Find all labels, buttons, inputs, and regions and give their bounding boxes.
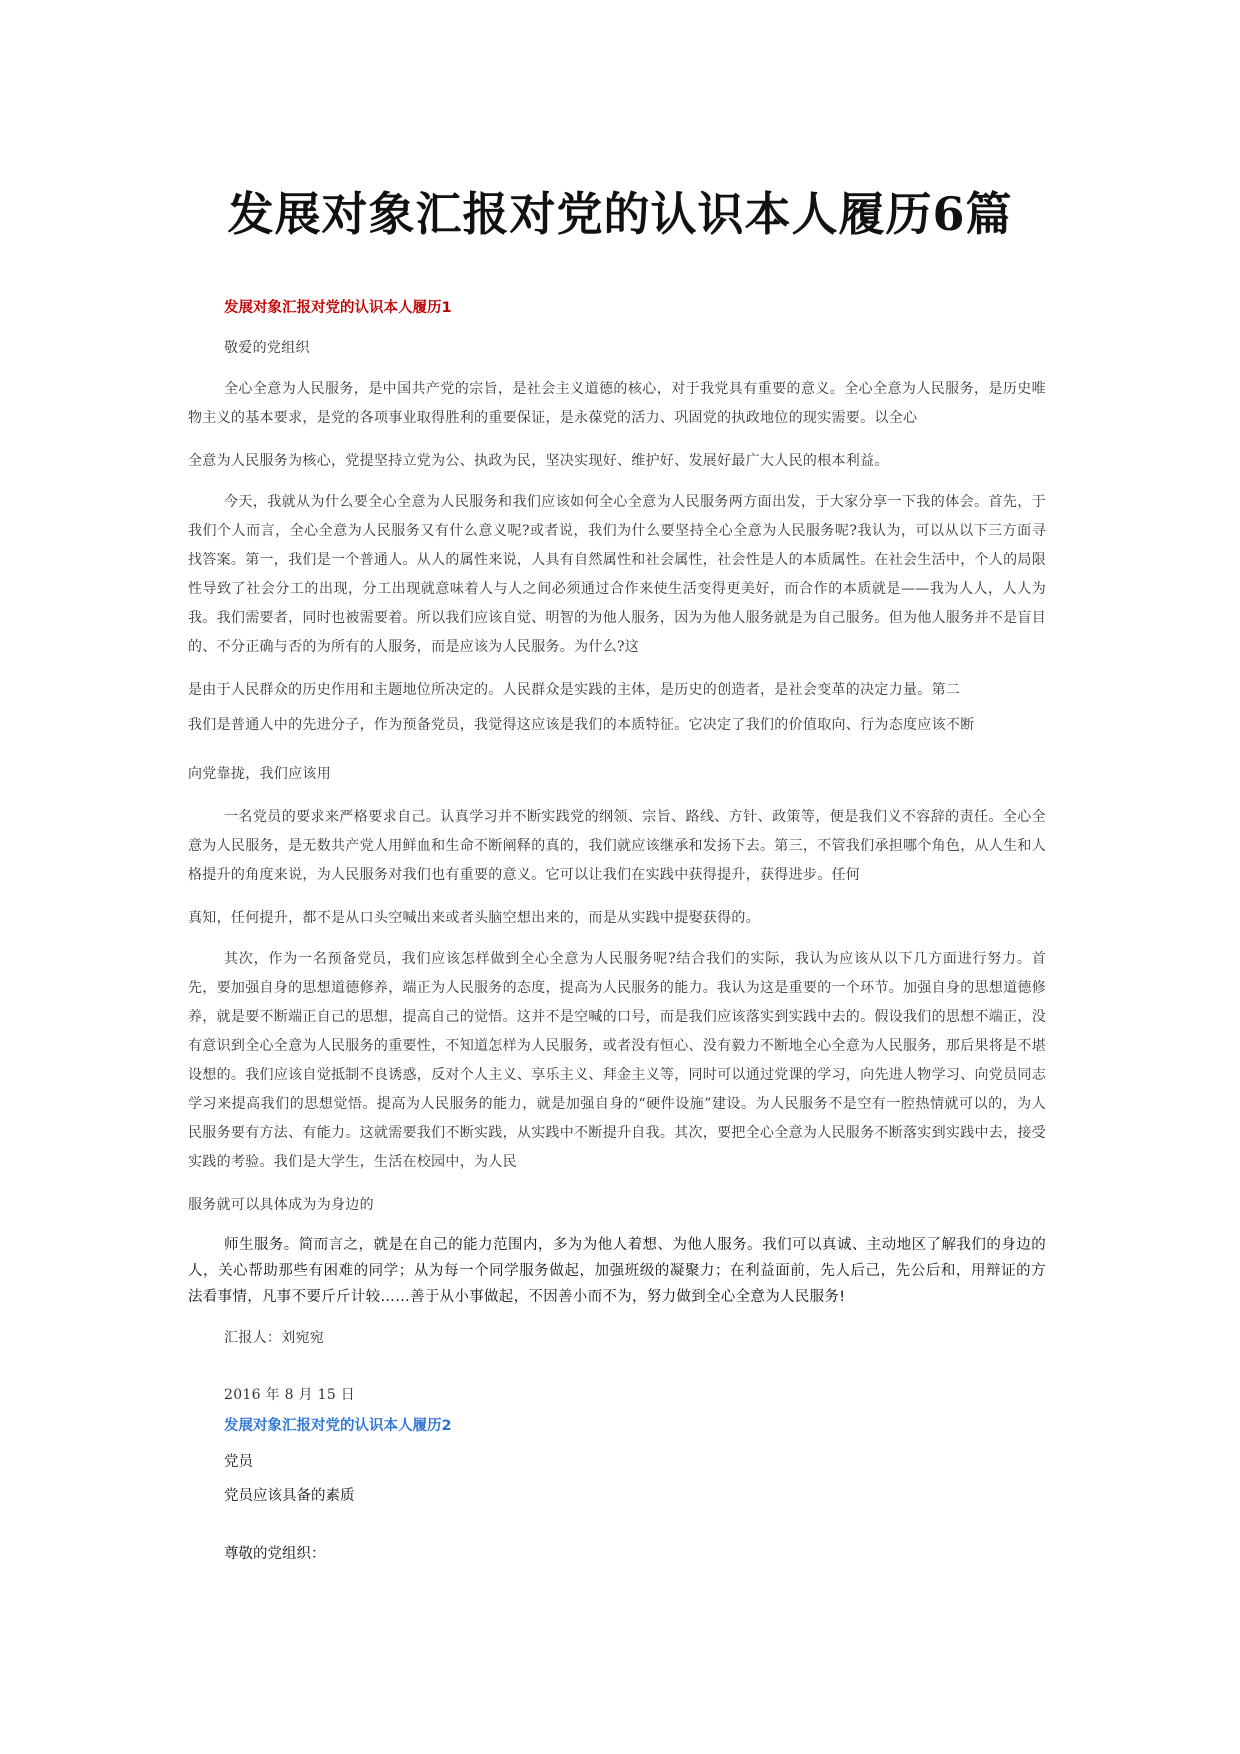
- section-heading-2: 发展对象汇报对党的认识本人履历2: [224, 1418, 452, 1434]
- reporter-signature: 汇报人：刘宛宛: [224, 1330, 325, 1346]
- section-heading-1: 发展对象汇报对党的认识本人履历1: [224, 300, 452, 316]
- salutation-2: 尊敬的党组织：: [224, 1546, 326, 1562]
- report-date: 2016 年 8 月 15 日: [224, 1387, 356, 1403]
- paragraph-4: 其次，作为一名预备党员，我们应该怎样做到全心全意为人民服务呢?结合我们的实际，我认为应该从以下几方面进行努力。首先，要加强自身的思想道德修养，端正为人民服务的态度，提高为人民服务的能力。我认为这是重要的一个环节。加强自身的思想道德修养，就是要不断端正自己的思想，提高自己的觉悟。这并不是空喊的口号，而是我们应该落实到实践中去的。假设我们的思想不端正，没有意识到全心全意为人民服务的重要性，不知道怎样为人民服务，或者没有恒心、没有毅力不断地全心全意为人民服务，那后果将是不堪设想的。我们应该自觉抵制不良诱惑，反对个人主义、享乐主义、拜金主义等，同时可以通过党课的学习，向先进人物学习、向党员同志学习来提高我们的思想觉悟。提高为人民服务的能力，就是加强自身的“硬件设施”建设。为人民服务不是空有一腔热情就可以的，为人民服务要有方法、有能力。这就需要我们不断实践，从实践中不断提升自我。其次，要把全心全意为人民服务不断落实到实践中去，接受实践的考验。我们是大学生，生活在校园中，为人民: [188, 951, 1046, 1170]
- paragraph-1-continued: 全意为人民服务为核心，党提坚持立党为公、执政为民，坚决实现好、维护好、发展好最广大人民的根本利益。: [188, 453, 889, 469]
- document-body: [188, 296, 1046, 1566]
- salutation-1: 敬爱的党组织: [224, 340, 310, 356]
- paragraph-2: 今天，我就从为什么要全心全意为人民服务和我们应该如何全心全意为人民服务两方面出发，于大家分享一下我的体会。首先，于我们个人而言，全心全意为人民服务又有什么意义呢?或者说，我们为什么要坚持全心全意为人民服务呢?我认为，可以从以下三方面寻找答案。第一，我们是一个普通人。从人的属性来说，人具有自然属性和社会属性，社会性是人的本质属性。在社会生活中，个人的局限性导致了社会分工的出现，分工出现就意味着人与人之间必须通过合作来使生活变得更美好，而合作的本质就是——我为人人，人人为我。我们需要者，同时也被需要着。所以我们应该自觉、明智的为他人服务，因为为他人服务就是为自己服务。但为他人服务并不是盲目的、不分正确与否的为所有的人服务，而是应该为人民服务。为什么?这: [188, 494, 1046, 655]
- paragraph-1: 全心全意为人民服务，是中国共产党的宗旨，是社会主义道德的核心，对于我党具有重要的意义。全心全意为人民服务，是历史唯物主义的基本要求，是党的各项事业取得胜利的重要保证，是永葆党的活力、巩固党的执政地位的现实需要。以全心: [188, 381, 1046, 426]
- paragraph-2-continued-a: 是由于人民群众的历史作用和主题地位所决定的。人民群众是实践的主体，是历史的创造者，是社会变革的决定力量。第二: [188, 682, 961, 698]
- paragraph-3-continued: 真知，任何提升，都不是从口头空喊出来或者头脑空想出来的，而是从实践中提娶获得的。: [188, 910, 760, 926]
- section-2-line-1: 党员: [224, 1454, 253, 1470]
- paragraph-4-continued: 服务就可以具体成为为身边的: [188, 1197, 374, 1213]
- paragraph-2-continued-b: 我们是普通人中的先进分子，作为预备党员，我觉得这应该是我们的本质特征。它决定了我们的价值取向、行为态度应该不断: [188, 717, 975, 733]
- section-2-line-2: 党员应该具备的素质: [224, 1488, 355, 1504]
- document-title: 发展对象汇报对党的认识本人履历6篇: [227, 187, 1013, 241]
- paragraph-2-continued-c: 向党靠拢，我们应该用: [188, 766, 331, 782]
- paragraph-3: 一名党员的要求来严格要求自己。认真学习并不断实践党的纲领、宗旨、路线、方针、政策等，便是我们义不容辞的责任。全心全意为人民服务，是无数共产党人用鲜血和生命不断阐释的真的，我们就应该继承和发扬下去。第三，不管我们承担哪个角色，从人生和人格提升的角度来说，为人民服务对我们也有重要的意义。它可以让我们在实践中获得提升，获得进步。任何: [188, 809, 1046, 883]
- paragraph-5: 师生服务。简而言之，就是在自己的能力范围内，多为为他人着想、为他人服务。我们可以真诚、主动地区了解我们的身边的人，关心帮助那些有困难的同学；从为每一个同学服务做起，加强班级的凝聚力；在利益面前，先人后己，先公后和，用辩证的方法看事情，凡事不要斤斤计较……善于从小事做起，不因善小而不为，努力做到全心全意为人民服务!: [188, 1237, 1046, 1305]
